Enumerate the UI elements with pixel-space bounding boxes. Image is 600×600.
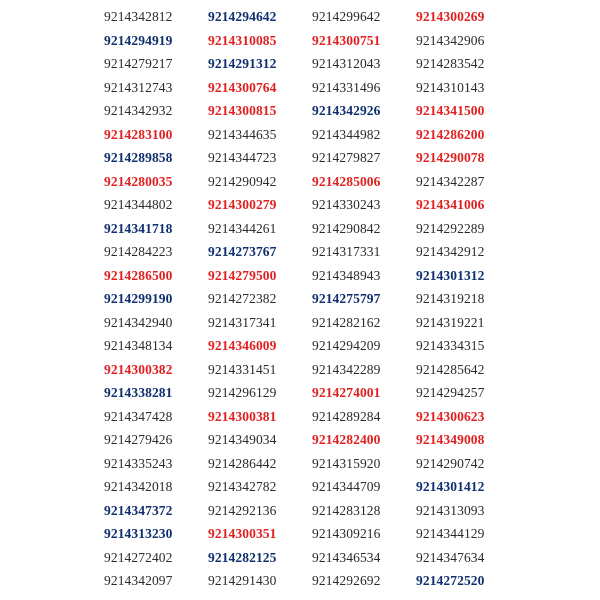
phone-number-cell: 9214344723 (208, 150, 277, 165)
phone-number-cell: 9214344709 (312, 479, 381, 494)
phone-number-cell: 9214342287 (416, 173, 485, 189)
phone-number-cell: 9214272520 (416, 573, 485, 588)
phone-number-cell: 9214283100 (104, 126, 173, 142)
phone-number-cell: 9214285642 (416, 361, 485, 377)
phone-number-cell: 9214300269 (416, 9, 485, 24)
phone-number-cell: 9214284223 (104, 244, 173, 259)
phone-number-cell: 9214310085 (208, 32, 277, 48)
phone-number-cell: 9214349008 (416, 432, 485, 447)
phone-number-cell: 9214279426 (104, 432, 173, 447)
phone-number-cell: 9214335243 (104, 455, 173, 471)
phone-number-cell: 9214299642 (312, 9, 381, 24)
phone-number-cell: 9214334315 (416, 338, 485, 353)
phone-number-cell: 9214291312 (208, 56, 277, 71)
phone-number-cell: 9214275797 (312, 291, 381, 306)
phone-number-cell: 9214282400 (312, 432, 381, 447)
phone-number-cell: 9214290742 (416, 455, 485, 471)
phone-number-cell: 9214296129 (208, 385, 277, 400)
phone-number-grid (104, 5, 594, 593)
phone-number-cell: 9214300382 (104, 361, 173, 377)
phone-number-cell: 9214294209 (312, 338, 381, 353)
phone-number-cell: 9214319218 (416, 291, 485, 306)
phone-number-cell: 9214342932 (104, 103, 173, 118)
phone-number-cell: 9214289284 (312, 408, 381, 424)
phone-number-cell: 9214301312 (416, 267, 485, 283)
phone-number-cell: 9214282125 (208, 549, 277, 565)
phone-number-cell: 9214294257 (416, 385, 485, 400)
phone-number-cell: 9214348943 (312, 267, 381, 283)
phone-number-cell: 9214346009 (208, 338, 277, 353)
phone-number-cell: 9214349034 (208, 432, 277, 447)
phone-number-cell: 9214342940 (104, 314, 173, 330)
phone-number-cell: 9214292692 (312, 573, 381, 588)
phone-number-cell: 9214317341 (208, 314, 277, 330)
phone-number-cell: 9214292136 (208, 502, 277, 518)
phone-number-cell: 9214285006 (312, 173, 381, 189)
phone-number-cell: 9214309216 (312, 526, 381, 541)
phone-number-cell: 9214313093 (416, 502, 485, 518)
phone-number-cell: 9214294642 (208, 9, 277, 24)
phone-number-cell: 9214312743 (104, 79, 173, 95)
phone-number-cell: 9214300815 (208, 103, 277, 118)
phone-number-cell: 9214342926 (312, 103, 381, 118)
phone-number-cell: 9214286500 (104, 267, 173, 283)
phone-number-cell: 9214317331 (312, 244, 381, 259)
phone-number-cell: 9214300764 (208, 79, 277, 95)
phone-number-cell: 9214280035 (104, 173, 173, 189)
phone-number-cell: 9214347372 (104, 502, 173, 518)
phone-number-cell: 9214347428 (104, 408, 173, 424)
phone-number-cell: 9214286200 (416, 126, 485, 142)
phone-number-cell: 9214342097 (104, 573, 173, 588)
phone-number-cell: 9214299190 (104, 291, 173, 306)
phone-number-cell: 9214300623 (416, 408, 485, 424)
phone-number-cell: 9214341718 (104, 220, 173, 236)
phone-number-cell: 9214342912 (416, 244, 485, 259)
phone-number-cell: 9214279500 (208, 267, 277, 283)
phone-number-cell: 9214290078 (416, 150, 485, 165)
phone-number-cell: 9214283542 (416, 56, 485, 71)
phone-number-cell: 9214274001 (312, 385, 381, 400)
phone-number-cell: 9214344129 (416, 526, 485, 541)
phone-number-cell: 9214342906 (416, 32, 485, 48)
phone-number-cell: 9214313230 (104, 526, 173, 541)
phone-number-cell: 9214331496 (312, 79, 381, 95)
phone-number-cell: 9214279217 (104, 56, 173, 71)
phone-number-cell: 9214342812 (104, 9, 173, 24)
phone-number-cell: 9214300751 (312, 32, 381, 48)
phone-number-cell: 9214300351 (208, 526, 277, 541)
phone-number-cell: 9214290842 (312, 220, 381, 236)
phone-number-cell: 9214342289 (312, 361, 381, 377)
phone-number-cell: 9214319221 (416, 314, 485, 330)
phone-number-cell: 9214291430 (208, 573, 277, 588)
phone-number-cell: 9214272382 (208, 291, 277, 306)
phone-number-cell: 9214283128 (312, 502, 381, 518)
phone-number-cell: 9214330243 (312, 197, 381, 212)
phone-number-cell: 9214312043 (312, 56, 381, 71)
phone-number-cell: 9214290942 (208, 173, 277, 189)
phone-number-cell: 9214348134 (104, 338, 173, 353)
phone-number-cell: 9214341006 (416, 197, 485, 212)
phone-number-cell: 9214315920 (312, 455, 381, 471)
phone-number-cell: 9214344261 (208, 220, 277, 236)
phone-number-cell: 9214300381 (208, 408, 277, 424)
phone-number-cell: 9214292289 (416, 220, 485, 236)
phone-number-cell: 9214279827 (312, 150, 381, 165)
phone-number-cell: 9214301412 (416, 479, 485, 494)
phone-number-cell: 9214347634 (416, 549, 485, 565)
phone-number-cell: 9214272402 (104, 549, 173, 565)
phone-number-cell: 9214300279 (208, 197, 277, 212)
phone-number-cell: 9214346534 (312, 549, 381, 565)
phone-number-cell: 9214286442 (208, 455, 277, 471)
phone-number-cell: 9214344635 (208, 126, 277, 142)
phone-number-cell: 9214310143 (416, 79, 485, 95)
phone-number-cell: 9214344802 (104, 197, 173, 212)
phone-number-cell: 9214344982 (312, 126, 381, 142)
phone-number-cell: 9214331451 (208, 361, 277, 377)
phone-number-cell: 9214294919 (104, 32, 173, 48)
phone-number-cell: 9214338281 (104, 385, 173, 400)
phone-number-cell: 9214341500 (416, 103, 485, 118)
phone-number-cell: 9214342018 (104, 479, 173, 494)
phone-number-cell: 9214289858 (104, 150, 173, 165)
phone-number-cell: 9214273767 (208, 244, 277, 259)
phone-number-cell: 9214342782 (208, 479, 277, 494)
phone-number-cell: 9214282162 (312, 314, 381, 330)
